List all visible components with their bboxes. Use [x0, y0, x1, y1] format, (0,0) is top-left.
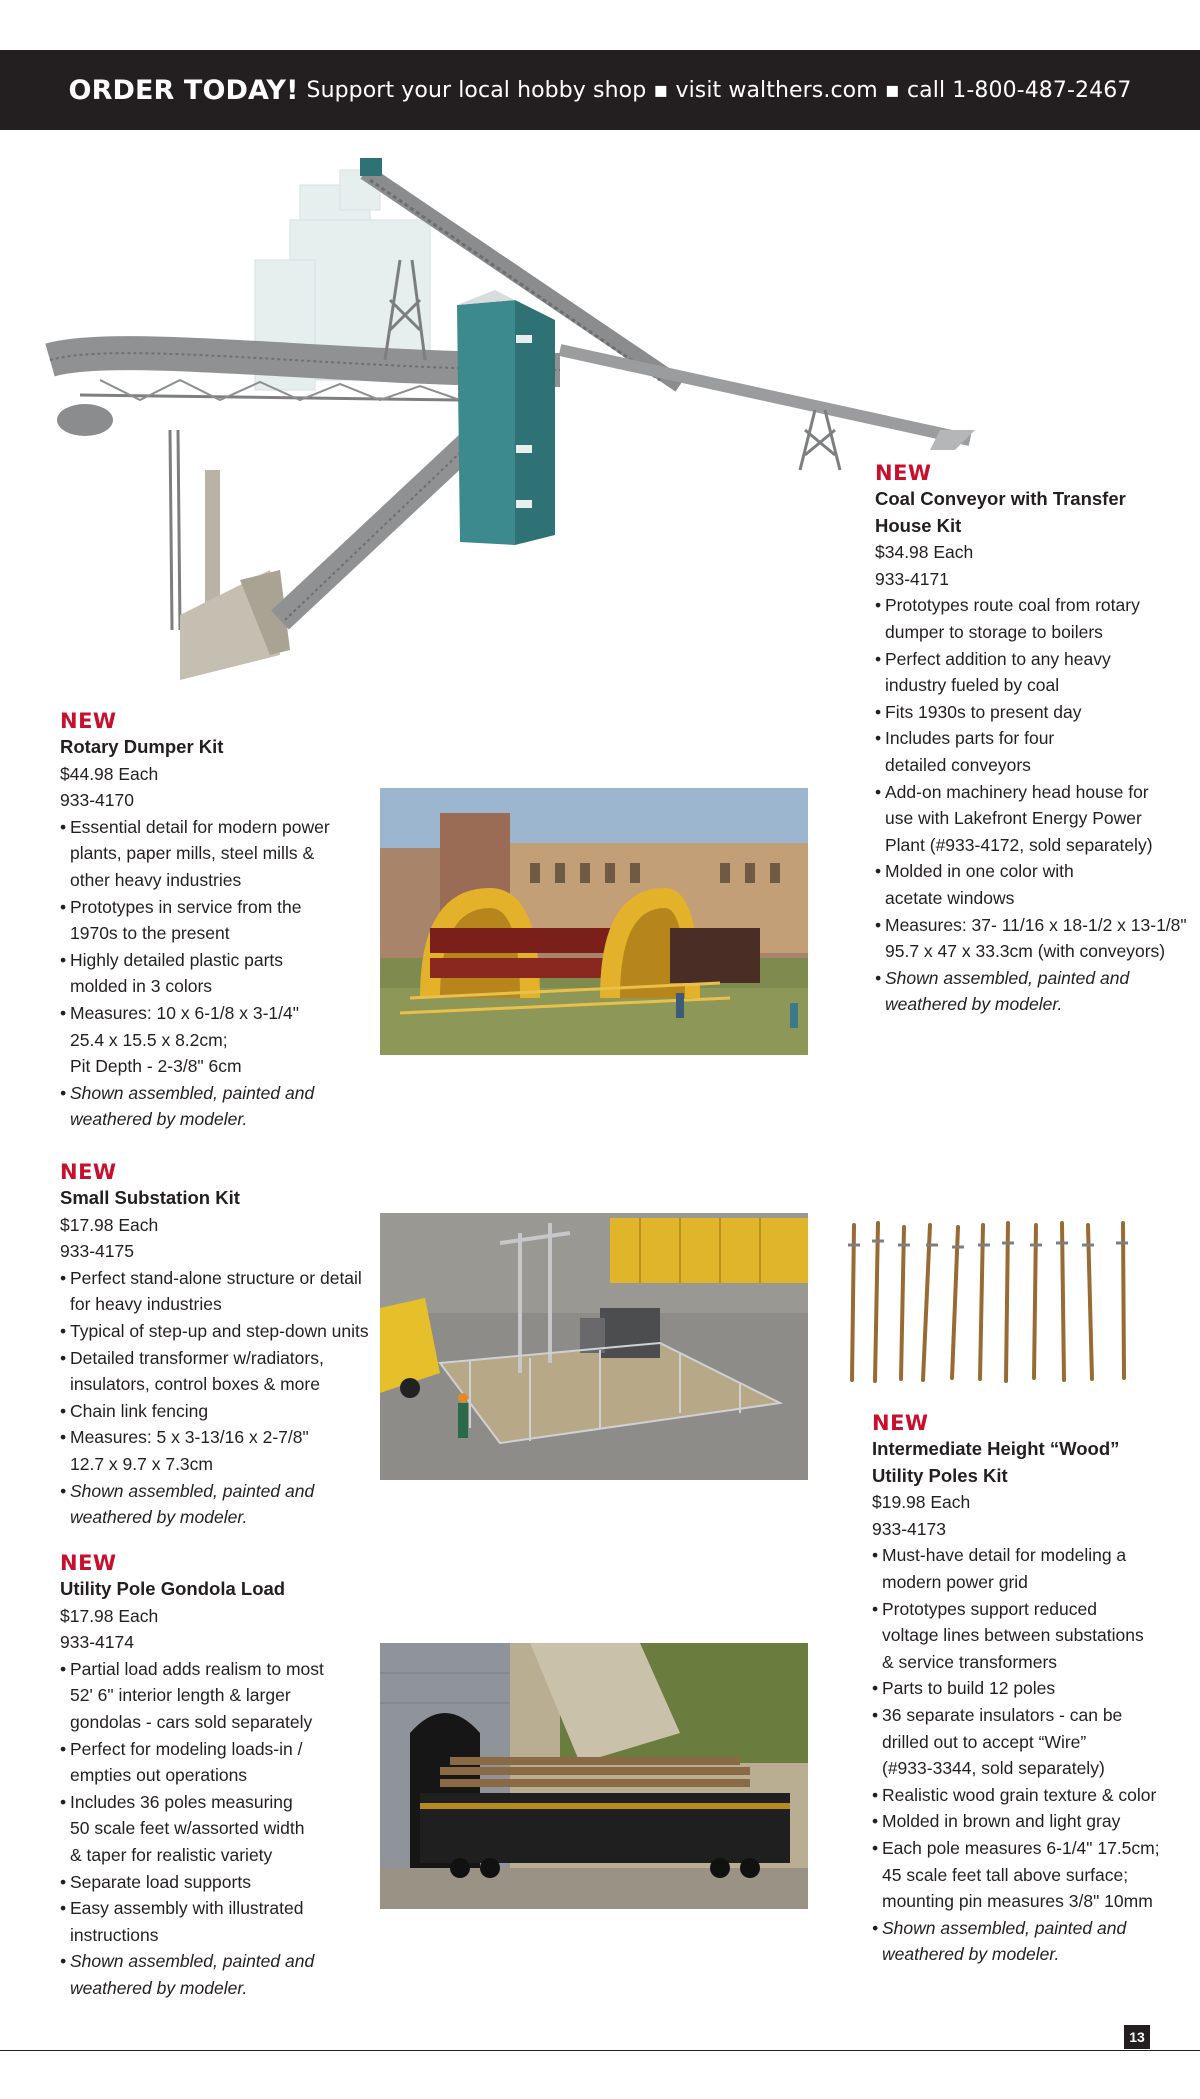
product-title-cont: House Kit [875, 514, 962, 536]
banner-text: Support your local hobby shop ▪ visit walthers.com ▪ call 1-800-487-2467 [306, 77, 1132, 103]
feature-item: • Shown assembled, painted and weathered by modeler. [60, 1948, 380, 2001]
footer-rule [0, 2050, 1200, 2051]
product-sku: 933-4174 [60, 1632, 134, 1653]
feature-item: • Includes 36 poles measuring 50 scale feet w/assorted width & taper for realistic variety [60, 1789, 380, 1869]
product-sku: 933-4171 [875, 568, 949, 589]
feature-item: • Measures: 5 x 3-13/16 x 2-7/8" 12.7 x 9.7 x 7.3cm [60, 1424, 390, 1477]
rotary-dumper-photo [380, 788, 808, 1055]
feature-item: • Includes parts for four detailed conveyors [875, 725, 1195, 778]
feature-item: • Shown assembled, painted and weathered by modeler. [60, 1478, 390, 1531]
product-price: $17.98 Each [60, 1605, 159, 1626]
feature-item: • Typical of step-up and step-down units [60, 1318, 390, 1345]
feature-item: • Each pole measures 6-1/4" 17.5cm; 45 scale feet tall above surface; mounting pin measures 3/8" 10mm [872, 1835, 1197, 1915]
product-sku: 933-4173 [872, 1518, 946, 1539]
feature-item: • Partial load adds realism to most 52' 6" interior length & larger gondolas - cars sold separately [60, 1656, 380, 1736]
feature-item: • Parts to build 12 poles [872, 1675, 1197, 1702]
feature-item: • Perfect for modeling loads-in / empties out operations [60, 1736, 380, 1789]
substation-details [60, 1159, 390, 1531]
page-number: 13 [1124, 2025, 1150, 2049]
product-sku: 933-4170 [60, 790, 134, 811]
product-title: Utility Pole Gondola Load [60, 1578, 286, 1599]
feature-item: • Essential detail for modern power plants, paper mills, steel mills & other heavy industries [60, 814, 380, 894]
feature-list [60, 814, 380, 1133]
rotary-dumper-details [60, 708, 380, 1133]
feature-list [872, 1542, 1197, 1968]
product-title: Intermediate Height “Wood” [872, 1438, 1120, 1459]
gondola-load-photo [380, 1643, 808, 1909]
feature-list [60, 1656, 380, 2002]
banner-lead: ORDER TODAY! [68, 74, 299, 106]
feature-list [60, 1265, 390, 1531]
new-badge: NEW [875, 461, 932, 485]
product-title-cont: Utility Poles Kit [872, 1464, 1008, 1486]
feature-item: • Prototypes route coal from rotary dumper to storage to boilers [875, 592, 1195, 645]
feature-list [875, 592, 1195, 1018]
feature-item: • Realistic wood grain texture & color [872, 1782, 1197, 1809]
feature-item: • Highly detailed plastic parts molded in 3 colors [60, 947, 380, 1000]
product-title: Small Substation Kit [60, 1187, 240, 1208]
product-price: $19.98 Each [872, 1492, 971, 1513]
feature-item: • Detailed transformer w/radiators, insulators, control boxes & more [60, 1345, 390, 1398]
product-price: $34.98 Each [875, 542, 974, 563]
feature-item: • Shown assembled, painted and weathered by modeler. [875, 965, 1195, 1018]
feature-item: • Measures: 10 x 6-1/8 x 3-1/4" 25.4 x 15.5 x 8.2cm; Pit Depth - 2-3/8" 6cm [60, 1000, 380, 1080]
feature-item: • Perfect stand-alone structure or detail for heavy industries [60, 1265, 390, 1318]
feature-item: • Must-have detail for modeling a modern power grid [872, 1542, 1197, 1595]
feature-item: • Measures: 37- 11/16 x 18-1/2 x 13-1/8" 95.7 x 47 x 33.3cm (with conveyors) [875, 912, 1195, 965]
feature-item: • Molded in brown and light gray [872, 1808, 1197, 1835]
feature-item: • Fits 1930s to present day [875, 699, 1195, 726]
feature-item: • Prototypes support reduced voltage lines between substations & service transformers [872, 1596, 1197, 1676]
new-badge: NEW [872, 1411, 929, 1435]
substation-photo [380, 1213, 808, 1480]
feature-item: • Easy assembly with illustrated instructions [60, 1895, 380, 1948]
feature-item: • Chain link fencing [60, 1398, 390, 1425]
product-title: Rotary Dumper Kit [60, 736, 224, 757]
feature-item: • Add-on machinery head house for use with Lakefront Energy Power Plant (#933-4172, sold separately) [875, 779, 1195, 859]
feature-item: • Perfect addition to any heavy industry fueled by coal [875, 646, 1195, 699]
feature-item: • Separate load supports [60, 1869, 380, 1896]
utility-poles-image [848, 1215, 1130, 1385]
feature-item: • Shown assembled, painted and weathered by modeler. [872, 1915, 1197, 1968]
feature-item: • 36 separate insulators - can be drilled out to accept “Wire” (#933-3344, sold separately) [872, 1702, 1197, 1782]
coal-conveyor-image [40, 150, 1000, 685]
feature-item: • Molded in one color with acetate windows [875, 858, 1195, 911]
product-price: $17.98 Each [60, 1214, 159, 1235]
new-badge: NEW [60, 1160, 117, 1184]
coal-conveyor-details [875, 460, 1195, 1018]
order-banner [0, 50, 1200, 130]
product-title: Coal Conveyor with Transfer [875, 488, 1126, 509]
gondola-load-details [60, 1550, 380, 2002]
utility-poles-details [872, 1410, 1197, 1968]
feature-item: • Shown assembled, painted and weathered by modeler. [60, 1080, 380, 1133]
product-sku: 933-4175 [60, 1241, 134, 1262]
new-badge: NEW [60, 709, 117, 733]
feature-item: • Prototypes in service from the 1970s to the present [60, 894, 380, 947]
product-price: $44.98 Each [60, 763, 159, 784]
new-badge: NEW [60, 1551, 117, 1575]
